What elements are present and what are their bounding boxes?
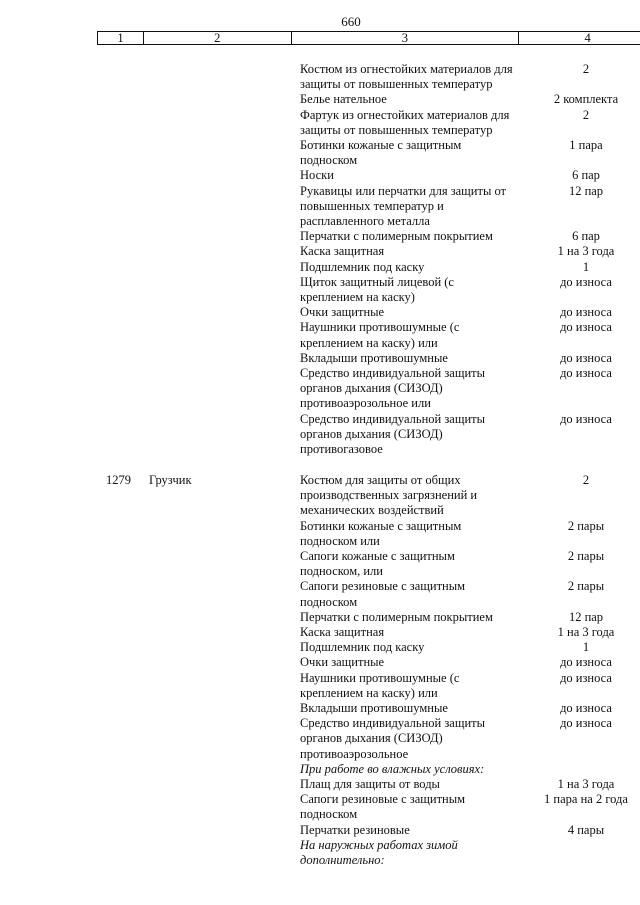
item-name (300, 792, 530, 822)
table-row (0, 138, 640, 168)
item-name-line: Ботинки кожаные с защитным (300, 518, 462, 533)
item-name (300, 168, 530, 183)
item-name-line: расплавленного металла (300, 214, 430, 229)
table-row (0, 579, 640, 609)
item-name (300, 275, 530, 305)
item-name-line: органов дыхания (СИЗОД) (300, 426, 443, 441)
item-name-line: Наушники противошумные (с (300, 320, 460, 335)
item-name-line: подноском, или (300, 564, 383, 579)
item-name-line: Ботинки кожаные с защитным (300, 138, 462, 153)
table-row (0, 351, 640, 366)
table-row (0, 838, 640, 868)
item-quantity: 12 пар (568, 183, 604, 198)
item-name-line: Костюм для защиты от общих (300, 473, 461, 487)
item-quantity: до износа (560, 655, 612, 670)
item-name (300, 366, 530, 412)
item-quantity: 2 пары (567, 518, 605, 533)
item-name-line: противоаэрозольное или (300, 396, 431, 411)
table-row (0, 305, 640, 320)
section-note (300, 762, 530, 777)
item-name (300, 701, 530, 716)
item-name (300, 655, 530, 670)
item-quantity: 2 (582, 107, 590, 122)
table-row (0, 655, 640, 670)
item-name-line: Каска защитная (300, 244, 385, 259)
item-name (300, 305, 530, 320)
table-row (0, 366, 640, 412)
item-name-line: Фартук из огнестойких материалов для (300, 107, 510, 122)
item-name (300, 108, 530, 138)
table-row (0, 229, 640, 244)
item-quantity: до износа (560, 366, 612, 381)
items-list (0, 473, 640, 868)
item-name-line: Очки защитные (300, 305, 385, 320)
table-row (0, 519, 640, 549)
item-quantity: до износа (560, 305, 612, 320)
item-name-line: Рукавицы или перчатки для защиты от (300, 183, 507, 198)
protective-items-group-continued (0, 62, 640, 457)
item-name (300, 138, 530, 168)
item-name-line: повышенных температур и (300, 198, 444, 213)
item-name (300, 62, 530, 92)
item-quantity: 1 (582, 640, 590, 655)
item-quantity: до износа (560, 701, 612, 716)
table-row (0, 625, 640, 640)
item-name-line: органов дыхания (СИЗОД) (300, 381, 443, 396)
table-row (0, 762, 640, 777)
table-row (0, 671, 640, 701)
item-name (300, 320, 530, 350)
item-quantity: до износа (560, 274, 612, 289)
item-name (300, 92, 530, 107)
section-note (300, 838, 530, 868)
item-name-line: защиты от повышенных температур (300, 122, 493, 137)
item-name-line: органов дыхания (СИЗОД) (300, 731, 443, 746)
item-name (300, 244, 530, 259)
item-name-line: Средство индивидуальной защиты (300, 411, 486, 426)
item-name-line: Костюм из огнестойких материалов для (300, 62, 513, 76)
item-name-line: подноском (300, 594, 358, 609)
item-name-line: дополнительно: (300, 853, 385, 868)
item-name-line: противоаэрозольное (300, 746, 409, 761)
item-name-line: механических воздействий (300, 503, 444, 518)
item-name-line: Перчатки с полимерным покрытием (300, 609, 493, 624)
item-name-line: Наушники противошумные (с (300, 670, 460, 685)
item-quantity: 2 пары (567, 549, 605, 564)
row-number: 1279 (106, 473, 131, 487)
item-name-line: креплением на каску) или (300, 335, 438, 350)
table-row (0, 62, 640, 92)
item-quantity: до износа (560, 411, 612, 426)
table-row (0, 701, 640, 716)
item-quantity: до износа (560, 716, 612, 731)
table-row (0, 184, 640, 230)
item-name-line: Подшлемник под каску (300, 259, 425, 274)
protective-items-group-gruzchik (0, 473, 640, 868)
item-quantity: 2 (582, 473, 590, 487)
item-name-line: Средство индивидуальной защиты (300, 366, 486, 381)
item-quantity: 1 (582, 259, 590, 274)
table-row (0, 823, 640, 838)
item-name (300, 579, 530, 609)
profession-name: Грузчик (149, 473, 192, 487)
item-quantity: 4 пары (567, 822, 605, 837)
table-row (0, 716, 640, 762)
item-name-line: Носки (300, 168, 334, 183)
item-name-line: Щиток защитный лицевой (с (300, 274, 454, 289)
item-quantity: 12 пар (568, 609, 604, 624)
item-name-line: подноском (300, 153, 358, 168)
column-header-1: 1 (98, 32, 144, 44)
item-quantity: до износа (560, 350, 612, 365)
item-name-line: Вкладыши противошумные (300, 701, 448, 716)
column-header-4: 4 (584, 31, 591, 45)
item-name-line: креплением на каску) (300, 290, 415, 305)
item-name-line: Вкладыши противошумные (300, 350, 448, 365)
table-row (0, 610, 640, 625)
item-quantity: 1 на 3 года (557, 777, 615, 792)
item-name-line: Подшлемник под каску (300, 640, 425, 655)
item-name-line: Сапоги резиновые с защитным (300, 792, 466, 807)
item-quantity: до износа (560, 320, 612, 335)
table-row (0, 792, 640, 822)
item-name (300, 716, 530, 762)
item-quantity: 1 на 3 года (557, 244, 615, 259)
table-row (0, 260, 640, 275)
table-row (0, 777, 640, 792)
item-name (300, 229, 530, 244)
table-row (0, 92, 640, 107)
table-row (0, 244, 640, 259)
item-name-line: креплением на каску) или (300, 685, 438, 700)
item-name-line: Перчатки с полимерным покрытием (300, 229, 493, 244)
table-row (0, 168, 640, 183)
table-row (0, 275, 640, 305)
item-name (300, 671, 530, 701)
item-name (300, 625, 530, 640)
item-quantity: 6 пар (572, 229, 600, 244)
item-name-line: Плащ для защиты от воды (300, 777, 440, 792)
item-name (300, 640, 530, 655)
item-name (300, 412, 530, 458)
table-row (0, 549, 640, 579)
item-quantity: 2 комплекта (553, 92, 619, 107)
item-name (300, 823, 530, 838)
item-name-line: Очки защитные (300, 655, 385, 670)
item-name (300, 610, 530, 625)
item-quantity: 6 пар (572, 168, 600, 183)
table-row (0, 473, 640, 519)
item-name-line: Средство индивидуальной защиты (300, 716, 486, 731)
item-quantity: до износа (560, 670, 612, 685)
table-header-row (97, 31, 640, 45)
column-header-3: 3 (292, 32, 520, 44)
item-name-line: Сапоги резиновые с защитным (300, 579, 466, 594)
item-quantity: 2 (582, 62, 590, 76)
item-name (300, 519, 530, 549)
item-name-line: защиты от повышенных температур (300, 77, 493, 92)
table-row (0, 640, 640, 655)
item-name (300, 473, 530, 519)
item-name (300, 351, 530, 366)
item-quantity: 1 пара (569, 138, 603, 153)
table-row (0, 108, 640, 138)
page-number: 660 (341, 14, 361, 29)
item-name-line: Перчатки резиновые (300, 822, 410, 837)
item-name-line: Белье нательное (300, 92, 387, 107)
item-name (300, 777, 530, 792)
item-name-line: На наружных работах зимой (300, 837, 458, 852)
item-name (300, 184, 530, 230)
item-name-line: подноском (300, 807, 358, 822)
item-name-line: противогазовое (300, 442, 383, 457)
item-name-line: Сапоги кожаные с защитным (300, 549, 455, 564)
column-header-2: 2 (144, 32, 292, 44)
item-quantity: 1 пара на 2 года (544, 792, 628, 807)
item-quantity: 2 пары (567, 579, 605, 594)
item-name-line: производственных загрязнений и (300, 488, 478, 503)
item-quantity: 1 на 3 года (557, 625, 615, 640)
item-name (300, 549, 530, 579)
item-name-line: подноском или (300, 533, 380, 548)
item-name (300, 260, 530, 275)
item-name-line: Каска защитная (300, 625, 385, 640)
table-row (0, 412, 640, 458)
item-name-line: При работе во влажных условиях: (300, 761, 485, 776)
table-row (0, 320, 640, 350)
